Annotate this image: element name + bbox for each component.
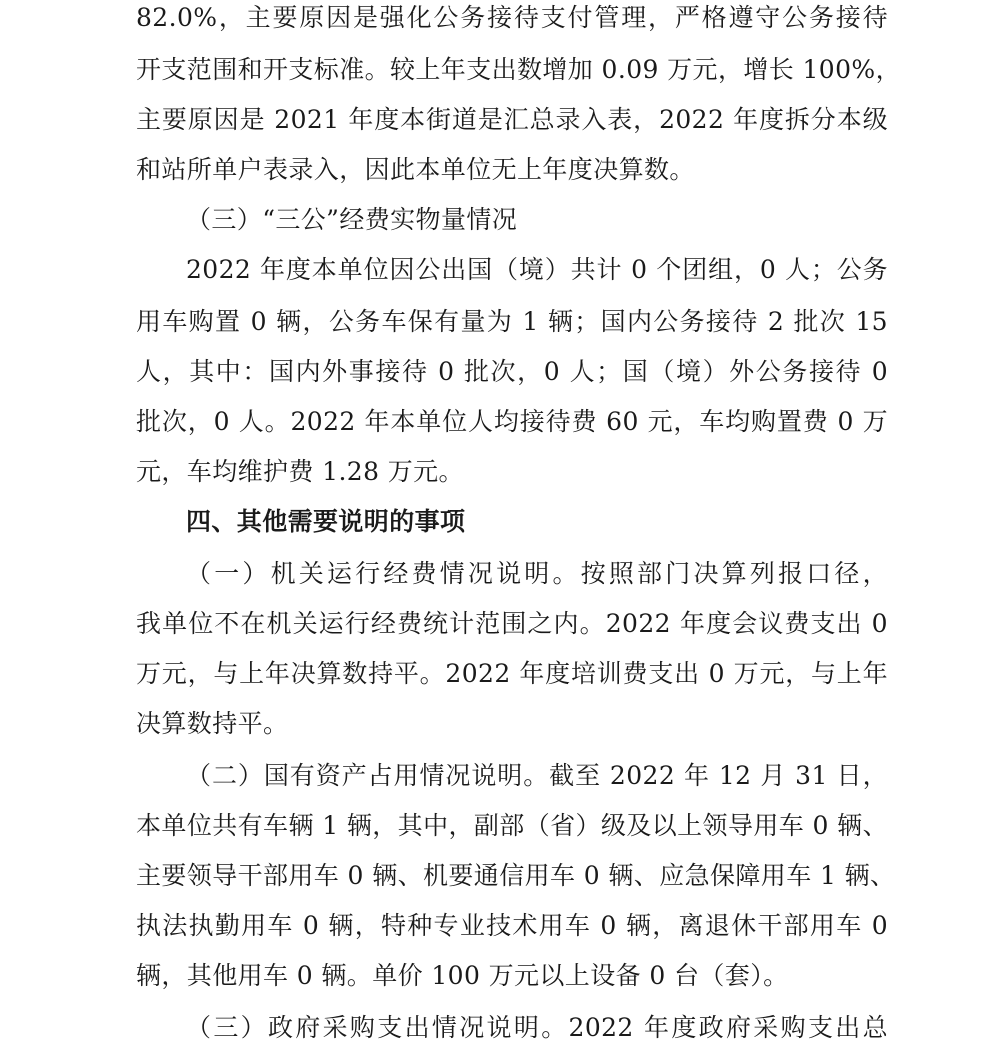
section-heading: （三）“三公”经费实物量情况 bbox=[186, 205, 518, 234]
paragraph-line: 我单位不在机关运行经费统计范围之内。2022 年度会议费支出 0 bbox=[136, 609, 888, 638]
paragraph-line: 本单位共有车辆 1 辆，其中，副部（省）级及以上领导用车 0 辆、 bbox=[136, 811, 888, 840]
section-heading-bold: 四、其他需要说明的事项 bbox=[186, 507, 466, 536]
paragraph-line: 用车购置 0 辆，公务车保有量为 1 辆；国内公务接待 2 批次 15 bbox=[136, 307, 888, 336]
paragraph-line: 决算数持平。 bbox=[136, 709, 289, 738]
paragraph-line: 人，其中：国内外事接待 0 批次，0 人；国（境）外公务接待 0 bbox=[136, 357, 888, 386]
paragraph-line: （二）国有资产占用情况说明。截至 2022 年 12 月 31 日， bbox=[186, 761, 888, 790]
paragraph-line: 2022 年度本单位因公出国（境）共计 0 个团组，0 人；公务 bbox=[186, 255, 888, 284]
paragraph-line: （三）政府采购支出情况说明。2022 年度政府采购支出总 bbox=[186, 1013, 888, 1042]
paragraph-line: 万元，与上年决算数持平。2022 年度培训费支出 0 万元，与上年 bbox=[136, 659, 888, 688]
paragraph-line: 82.0%，主要原因是强化公务接待支付管理，严格遵守公务接待 bbox=[136, 3, 888, 32]
paragraph-line: 辆，其他用车 0 辆。单价 100 万元以上设备 0 台（套）。 bbox=[136, 961, 789, 990]
paragraph-line: 主要领导干部用车 0 辆、机要通信用车 0 辆、应急保障用车 1 辆、 bbox=[136, 861, 896, 890]
paragraph-line: 元，车均维护费 1.28 万元。 bbox=[136, 457, 464, 486]
paragraph-line: （一）机关运行经费情况说明。按照部门决算列报口径， bbox=[186, 559, 888, 588]
paragraph-line: 主要原因是 2021 年度本街道是汇总录入表，2022 年度拆分本级 bbox=[136, 105, 888, 134]
paragraph-line: 执法执勤用车 0 辆，特种专业技术用车 0 辆，离退休干部用车 0 bbox=[136, 911, 888, 940]
paragraph-line: 批次，0 人。2022 年本单位人均接待费 60 元，车均购置费 0 万 bbox=[136, 407, 888, 436]
paragraph-line: 开支范围和开支标准。较上年支出数增加 0.09 万元，增长 100%， bbox=[136, 55, 901, 84]
paragraph-line: 和站所单户表录入，因此本单位无上年度决算数。 bbox=[136, 155, 695, 184]
